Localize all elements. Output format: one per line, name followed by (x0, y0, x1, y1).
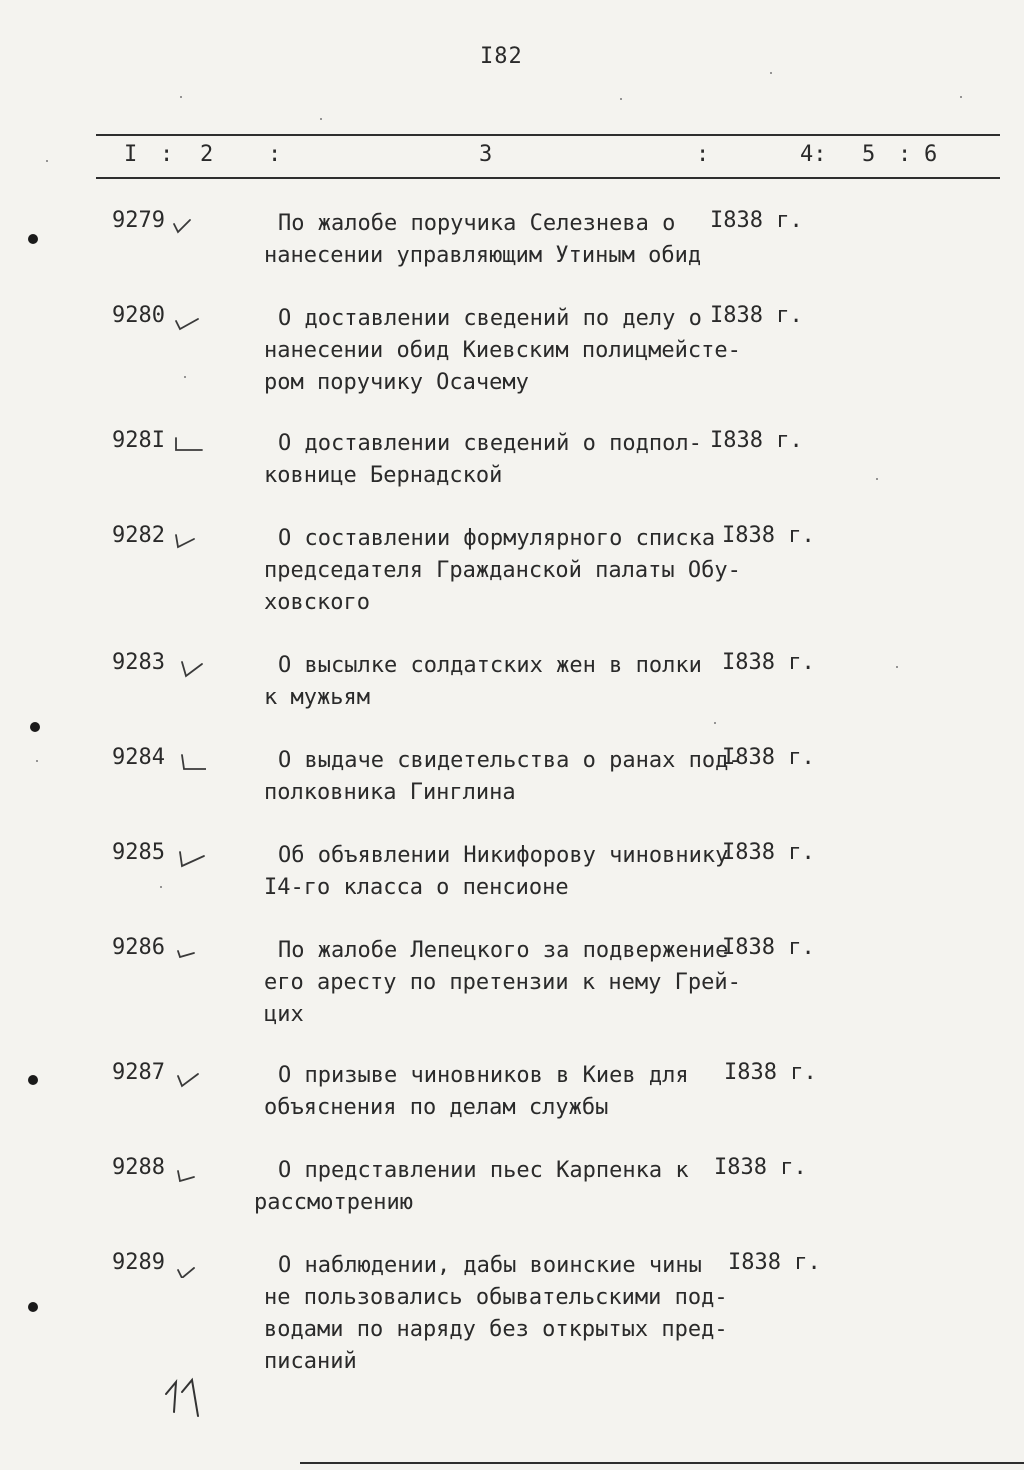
entry-description (264, 1060, 734, 1124)
check-mark-icon (172, 656, 206, 678)
paper-speck (620, 98, 622, 100)
punch-hole (28, 1302, 38, 1312)
description-line: О выдаче свидетельства о ранах под- (278, 748, 742, 773)
paper-speck (770, 72, 772, 74)
description-line: О доставлении сведений о подпол- (278, 431, 702, 456)
entry-description (264, 745, 742, 809)
description-line: ковнице Бернадской (264, 463, 503, 488)
description-line: его аресту по претензии к нему Грей- (264, 970, 741, 995)
entry-description (264, 208, 734, 272)
description-line: цих (264, 1002, 304, 1027)
paper-speck (714, 722, 716, 724)
paper-speck (36, 760, 38, 762)
entry-number: 9284 (112, 745, 165, 770)
description-line: нанесении управляющим Утиным обид (264, 243, 702, 268)
description-line: О составлении формулярного списка (278, 526, 716, 551)
description-line: нанесении обид Киевским полицмейсте- (264, 338, 741, 363)
check-mark-icon (172, 214, 206, 236)
entry-description (264, 1250, 734, 1378)
check-mark-icon (172, 941, 206, 963)
entry-description (264, 428, 734, 492)
check-mark-icon (172, 1066, 206, 1088)
entry-year: I838 г. (710, 428, 803, 453)
description-line: I4-го класса о пенсионе (264, 875, 569, 900)
check-mark-icon (172, 434, 206, 456)
entry-year: I838 г. (722, 523, 815, 548)
check-mark-icon (172, 529, 206, 551)
entry-number: 9287 (112, 1060, 165, 1085)
entry-description (264, 523, 741, 619)
description-line: По жалобе поручика Селезнева о (278, 211, 676, 236)
entry-description (264, 840, 734, 904)
entry-number: 9289 (112, 1250, 165, 1275)
handwritten-note-mark (160, 1372, 210, 1422)
entry-number: 9286 (112, 935, 165, 960)
paper-speck (320, 118, 322, 120)
header-col-5: 5 (862, 142, 876, 167)
entry-number: 928I (112, 428, 165, 453)
entry-number: 9288 (112, 1155, 165, 1180)
description-line: объяснения по делам службы (264, 1095, 609, 1120)
description-line: полковника Гинглина (264, 780, 516, 805)
header-col-1: I (124, 142, 138, 167)
paper-speck (960, 96, 962, 98)
entry-description (264, 303, 741, 399)
entry-description (264, 650, 734, 714)
header-separator: : (696, 142, 710, 167)
entry-year: I838 г. (722, 745, 815, 770)
entry-year: I838 г. (714, 1155, 807, 1180)
description-line: к мужьям (264, 685, 370, 710)
check-mark-icon (172, 309, 206, 331)
description-line: ром поручику Осачему (264, 370, 529, 395)
table-top-rule (96, 134, 1000, 136)
bottom-edge-rule (300, 1462, 1024, 1464)
check-mark-icon (172, 751, 206, 773)
entry-year: I838 г. (722, 840, 815, 865)
entry-description (264, 935, 741, 1031)
paper-speck (46, 160, 48, 162)
paper-speck (180, 96, 182, 98)
header-col-3: 3 (479, 142, 493, 167)
paper-speck (896, 666, 898, 668)
entry-number: 9283 (112, 650, 165, 675)
entry-year: I838 г. (728, 1250, 821, 1275)
entry-year: I838 г. (722, 650, 815, 675)
entry-number: 9280 (112, 303, 165, 328)
description-line: О представлении пьес Карпенка к (278, 1158, 689, 1183)
header-col-6: 6 (924, 142, 938, 167)
header-separator: : (160, 142, 174, 167)
description-line: писаний (264, 1349, 357, 1374)
description-line: не пользовались обывательскими под- (264, 1285, 728, 1310)
table-header-rule (96, 177, 1000, 179)
description-line: О наблюдении, дабы воинские чины (278, 1253, 702, 1278)
paper-speck (876, 478, 878, 480)
page-number: I82 (480, 44, 523, 69)
description-line: рассмотрению (254, 1190, 413, 1215)
header-col-4: 4: (800, 142, 827, 167)
entry-description (254, 1155, 734, 1219)
check-mark-icon (172, 1161, 206, 1183)
entry-year: I838 г. (722, 935, 815, 960)
entry-year: I838 г. (724, 1060, 817, 1085)
punch-hole (30, 722, 40, 732)
entry-number: 9282 (112, 523, 165, 548)
description-line: О доставлении сведений по делу о (278, 306, 702, 331)
entry-number: 9285 (112, 840, 165, 865)
header-col-2: 2 (200, 142, 214, 167)
punch-hole (28, 1075, 38, 1085)
paper-speck (160, 886, 162, 888)
description-line: председателя Гражданской палаты Обу- (264, 558, 741, 583)
entry-year: I838 г. (710, 303, 803, 328)
punch-hole (28, 234, 38, 244)
description-line: О призыве чиновников в Киев для (278, 1063, 689, 1088)
description-line: ховского (264, 590, 370, 615)
description-line: О высылке солдатских жен в полки (278, 653, 702, 678)
header-separator: : (268, 142, 282, 167)
paper-speck (184, 376, 186, 378)
entry-year: I838 г. (710, 208, 803, 233)
check-mark-icon (172, 1256, 206, 1278)
description-line: Об объявлении Никифорову чиновнику (278, 843, 729, 868)
entry-number: 9279 (112, 208, 165, 233)
check-mark-icon (172, 846, 206, 868)
description-line: водами по наряду без открытых пред- (264, 1317, 728, 1342)
description-line: По жалобе Лепецкого за подвержение (278, 938, 729, 963)
header-separator: : (898, 142, 912, 167)
